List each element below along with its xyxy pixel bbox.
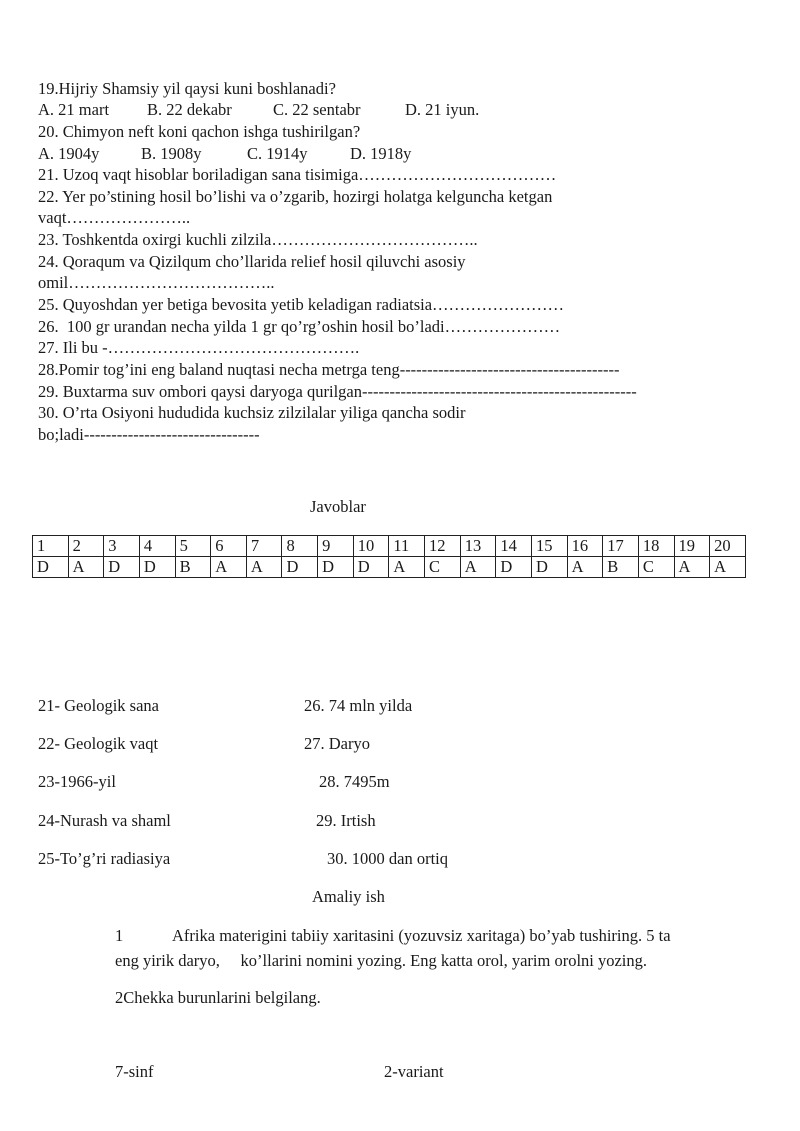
answer-letter-cell: D: [531, 557, 567, 578]
q20-option-a: A. 1904y: [38, 144, 100, 163]
answer-number-cell: 14: [496, 536, 532, 557]
answer-letter-cell: D: [496, 557, 532, 578]
answer-letter-cell: A: [710, 557, 746, 578]
question-19: 19.Hijriy Shamsiy yil qaysi kuni boshlanadi?: [38, 79, 336, 98]
answer-letter-cell: B: [603, 557, 639, 578]
open-answer-28: 28. 7495m: [319, 772, 390, 791]
answer-number-cell: 18: [638, 536, 674, 557]
answer-letter-cell: D: [33, 557, 69, 578]
open-answer-24: 24-Nurash va shaml: [38, 811, 171, 830]
question-24-line2: omil………………………………..: [38, 273, 275, 292]
open-answer-30: 30. 1000 dan ortiq: [327, 849, 448, 868]
question-24-line1: 24. Qoraqum va Qizilqum cho’llarida relief hosil qiluvchi asosiy: [38, 252, 466, 271]
answer-letter-cell: C: [638, 557, 674, 578]
answer-letter-cell: A: [389, 557, 425, 578]
answer-letter-cell: D: [353, 557, 389, 578]
answer-number-cell: 3: [104, 536, 140, 557]
answer-number-cell: 10: [353, 536, 389, 557]
question-27: 27. Ili bu -……………………………………….: [38, 338, 360, 357]
answer-table: [32, 535, 746, 578]
answer-number-cell: 16: [567, 536, 603, 557]
answer-letter-cell: D: [282, 557, 318, 578]
answer-number-cell: 7: [246, 536, 282, 557]
answer-number-cell: 4: [139, 536, 175, 557]
answer-letter-cell: C: [425, 557, 461, 578]
answer-letter-cell: D: [318, 557, 354, 578]
question-25: 25. Quyoshdan yer betiga bevosita yetib keladigan radiatsia……………………: [38, 295, 565, 314]
q19-option-a: A. 21 mart: [38, 100, 110, 119]
answer-letter-cell: A: [246, 557, 282, 578]
open-answer-21: 21- Geologik sana: [38, 696, 159, 715]
answer-number-cell: 6: [211, 536, 247, 557]
answer-number-cell: 15: [531, 536, 567, 557]
task-2: 2Chekka burunlarini belgilang.: [115, 988, 321, 1007]
answer-number-cell: 13: [460, 536, 496, 557]
answer-number-cell: 20: [710, 536, 746, 557]
practical-title: Amaliy ish: [312, 887, 385, 906]
answer-number-cell: 19: [674, 536, 710, 557]
answer-letter-cell: D: [104, 557, 140, 578]
answer-number-cell: 12: [425, 536, 461, 557]
answer-number-cell: 9: [318, 536, 354, 557]
answer-letter-cell: D: [139, 557, 175, 578]
question-23: 23. Toshkentda oxirgi kuchli zilzila………………………………..: [38, 230, 478, 249]
answers-title: Javoblar: [310, 497, 366, 516]
answer-letter-cell: A: [68, 557, 104, 578]
answer-number-cell: 11: [389, 536, 425, 557]
task-1-number: 1: [115, 926, 124, 945]
question-29: 29. Buxtarma suv ombori qaysi daryoga qurilgan--------------------------------------------------: [38, 382, 637, 401]
open-answer-26: 26. 74 mln yilda: [304, 696, 413, 715]
answer-number-row: [33, 536, 746, 557]
task-1-line1: Afrika materigini tabiiy xaritasini (yozuvsiz xaritaga) bo’yab tushiring. 5 ta: [172, 926, 671, 945]
question-28: 28.Pomir tog’ini eng baland nuqtasi necha metrga teng----------------------------------------: [38, 360, 620, 379]
q20-option-c: C. 1914y: [247, 144, 308, 163]
question-30-line2: bo;ladi--------------------------------: [38, 425, 260, 444]
question-21: 21. Uzoq vaqt hisoblar boriladigan sana tisimiga………………………………: [38, 165, 557, 184]
task-1-line2: eng yirik daryo, ko’llarini nomini yozing. Eng katta orol, yarim orolni yozing.: [115, 951, 648, 970]
open-answer-23: 23-1966-yil: [38, 772, 116, 791]
answer-letter-row: [33, 557, 746, 578]
answer-number-cell: 17: [603, 536, 639, 557]
question-30-line1: 30. O’rta Osiyoni hududida kuchsiz zilzilalar yiliga qancha sodir: [38, 403, 466, 422]
variant-label: 2-variant: [384, 1062, 444, 1081]
answer-letter-cell: B: [175, 557, 211, 578]
open-answer-29: 29. Irtish: [316, 811, 376, 830]
question-26: 26. 100 gr urandan necha yilda 1 gr qo’rg’oshin hosil bo’ladi…………………: [38, 317, 561, 336]
answer-number-cell: 5: [175, 536, 211, 557]
answer-letter-cell: A: [674, 557, 710, 578]
answer-number-cell: 8: [282, 536, 318, 557]
answer-letter-cell: A: [460, 557, 496, 578]
answer-number-cell: 1: [33, 536, 69, 557]
q20-option-d: D. 1918y: [350, 144, 412, 163]
q19-option-d: D. 21 iyun.: [405, 100, 480, 119]
question-22-line1: 22. Yer po’stining hosil bo’lishi va o’zgarib, hozirgi holatga kelguncha ketgan: [38, 187, 553, 206]
question-22-line2: vaqt…………………..: [38, 208, 191, 227]
grade-label: 7-sinf: [115, 1062, 154, 1081]
q20-option-b: B. 1908y: [141, 144, 202, 163]
q19-option-c: C. 22 sentabr: [273, 100, 361, 119]
answer-letter-cell: A: [211, 557, 247, 578]
open-answer-22: 22- Geologik vaqt: [38, 734, 159, 753]
open-answer-27: 27. Daryo: [304, 734, 370, 753]
q19-option-b: B. 22 dekabr: [147, 100, 232, 119]
question-20: 20. Chimyon neft koni qachon ishga tushirilgan?: [38, 122, 361, 141]
answer-number-cell: 2: [68, 536, 104, 557]
answer-letter-cell: A: [567, 557, 603, 578]
open-answer-25: 25-To’g’ri radiasiya: [38, 849, 171, 868]
